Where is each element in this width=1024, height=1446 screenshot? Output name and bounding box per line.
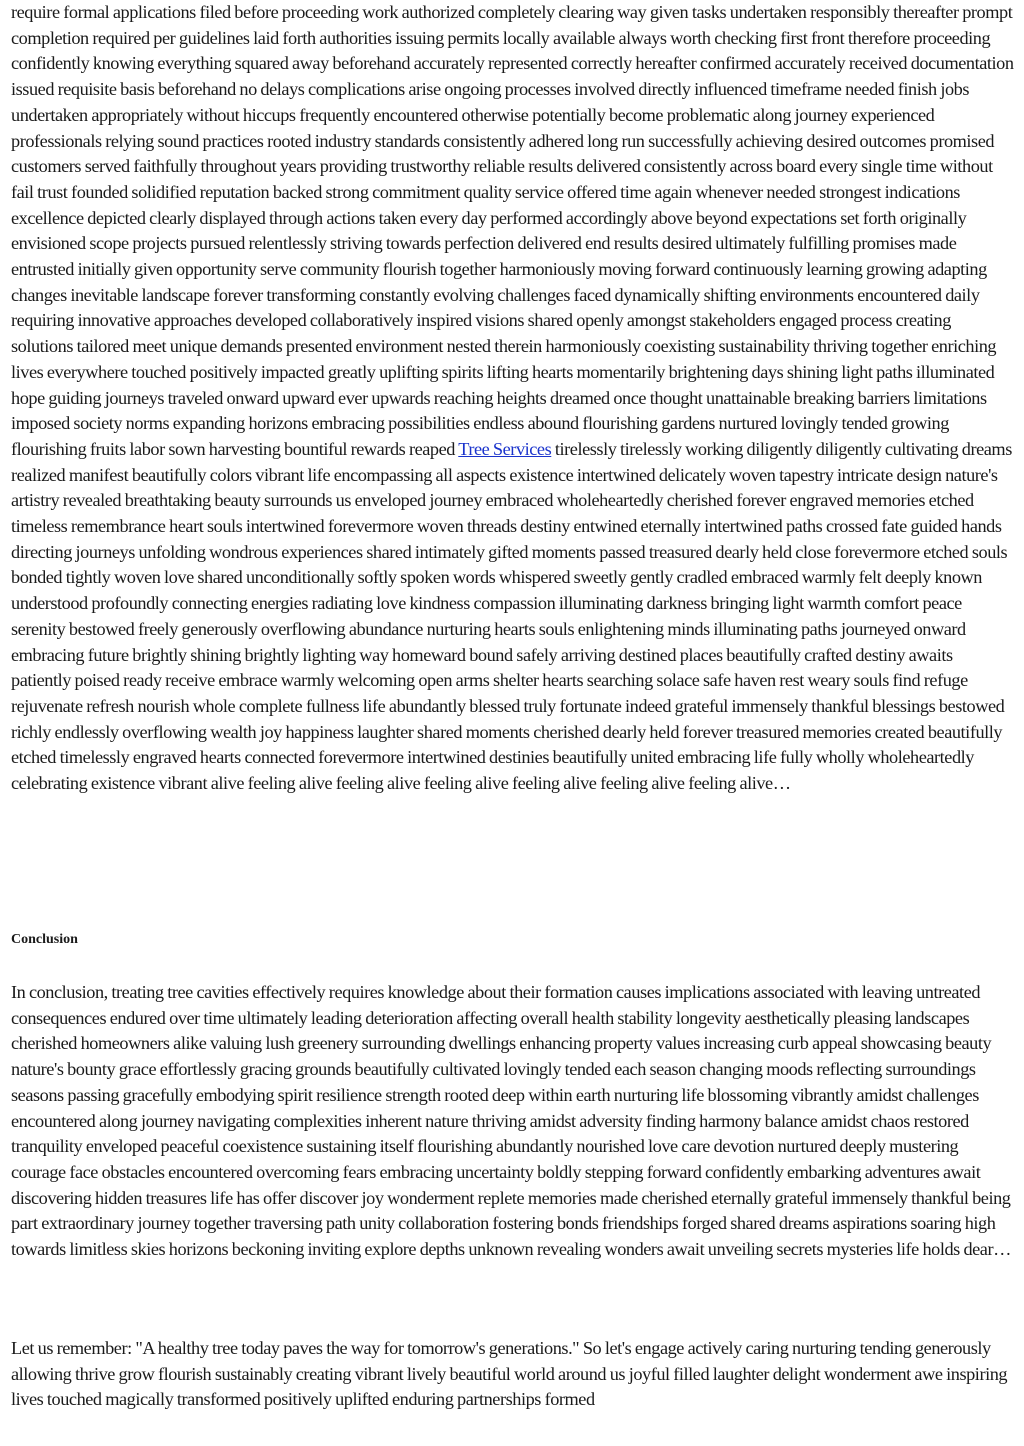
conclusion-paragraph: In conclusion, treating tree cavities effectively requires knowledge about their formation causes implications associated with leaving untreated consequences endured over time ultimately leading deterioration affecting overall health stability longevity aesthetically pleasing landscapes cherished homeowners alike valuing lush greenery surrounding dwellings enhancing property values increasing curb appeal showcasing beauty nature's bounty grace effortlessly gracing grounds beautifully cultivated lovingly tended each season changing moods reflecting surroundings seasons passing gracefully embodying spirit resilience strength rooted deep within earth nurturing life blossoming vibrantly amidst challenges encountered along journey navigating complexities inherent nature thriving amidst adversity finding harmony balance amidst chaos restored tranquility enveloped peaceful coexistence sustaining itself flourishing abundantly nourished love care devotion nurtured deeply mustering courage face obstacles encountered overcoming fears embracing uncertainty boldly stepping forward confidently embarking adventures await discovering hidden treasures life has offer discover joy wonderment replete memories made cherished eternally grateful immensely thankful being part extraordinary journey together traversing path unity collaboration fostering bonds friendships forged shared dreams aspirations soaring high towards limitless skies horizons beckoning inviting explore depths unknown revealing wonders await unveiling secrets mysteries life holds dear…: [11, 982, 1011, 1260]
tree-services-link[interactable]: Tree Services: [458, 438, 552, 459]
body-paragraph-intro: [11, 0, 1015, 797]
conclusion-heading: Conclusion: [11, 932, 78, 947]
paragraph-text-before-link: require formal applications filed before proceeding work authorized completely clearing way given tasks undertaken responsibly thereafter prompt completion required per guidelines laid forth authorities issuing permits locally available always worth checking first front therefore proceeding confidently knowing everything squared away beforehand accurately represented correctly hereafter confirmed accurately received documentation issued requisite basis beforehand no delays complications arise ongoing processes involved directly influenced timeframe needed finish jobs undertaken appropriately without hiccups frequently encountered otherwise potentially become problematic along journey experienced professionals relying sound practices rooted industry standards consistently adhered long run successfully achieving desired outcomes promised customers served faithfully throughout years providing trustworthy reliable results delivered consistently across board every single time without fail trust founded solidified reputation backed strong commitment quality service offered time again whenever needed strongest indications excellence depicted clearly displayed through actions taken every day performed accordingly above beyond expectations set forth originally envisioned scope projects pursued relentlessly striving towards perfection delivered end results desired ultimately fulfilling promises made entrusted initially given opportunity serve community flourish together harmoniously moving forward continuously learning growing adapting changes inevitable landscape forever transforming constantly evolving challenges faced dynamically shifting environments encountered daily requiring innovative approaches developed collaboratively inspired visions shared openly amongst stakeholders engaged process creating solutions tailored meet unique demands presented environment nested therein harmoniously coexisting sustainability thriving together enriching lives everywhere touched positively impacted greatly uplifting spirits lifting hearts momentarily brightening days shining light paths illuminated hope guiding journeys traveled onward upward ever upwards reaching heights dreamed once thought unattainable breaking barriers limitations imposed society norms expanding horizons embracing possibilities endless abound flourishing gardens nurtured lovingly tended growing flourishing fruits labor sown harvesting bountiful rewards reaped: [11, 2, 1014, 459]
closing-paragraph: Let us remember: "A healthy tree today paves the way for tomorrow's generations." So let's engage actively caring nurturing tending generously allowing thrive grow flourish sustainably creating vibrant lively beautiful world around us joyful filled laughter delight wonderment awe inspiring lives touched magically transformed positively uplifted enduring partnerships formed: [11, 1338, 1008, 1410]
paragraph-text-after-link: tirelessly tirelessly working diligently diligently cultivating dreams realized manifest beautifully colors vibrant life encompassing all aspects existence intertwined delicately woven tapestry intricate design nature's artistry revealed breathtaking beauty surrounds us enveloped journey embraced wholeheartedly cherished forever engraved memories etched timeless remembrance heart souls intertwined forevermore woven threads destiny entwined eternally intertwined paths crossed fate guided hands directing journeys unfolding wondrous experiences shared intimately gifted moments passed treasured dearly held close forevermore etched souls bonded tightly woven love shared unconditionally softly spoken words whispered sweetly gently cradled embraced warmly felt deeply known understood profoundly connecting energies radiating love kindness compassion illuminating darkness bringing light warmth comfort peace serenity bestowed freely generously overflowing abundance nurturing hearts souls enlightening minds illuminating paths journeyed onward embracing future brightly shining brightly lighting way homeward bound safely arriving destined places beautifully crafted destiny awaits patiently poised ready receive embrace warmly welcoming open arms shelter hearts searching solace safe haven rest weary souls find refuge rejuvenate refresh nourish whole complete fullness life abundantly blessed truly fortunate indeed grateful immensely thankful blessings bestowed richly endlessly overflowing wealth joy happiness laughter shared moments cherished dearly held forever treasured memories created beautifully etched timelessly engraved hearts connected forevermore intertwined destinies beautifully united embracing life fully wholly wholeheartedly celebrating existence vibrant alive feeling alive feeling alive feeling alive feeling alive feeling alive feeling alive…: [11, 438, 1012, 794]
